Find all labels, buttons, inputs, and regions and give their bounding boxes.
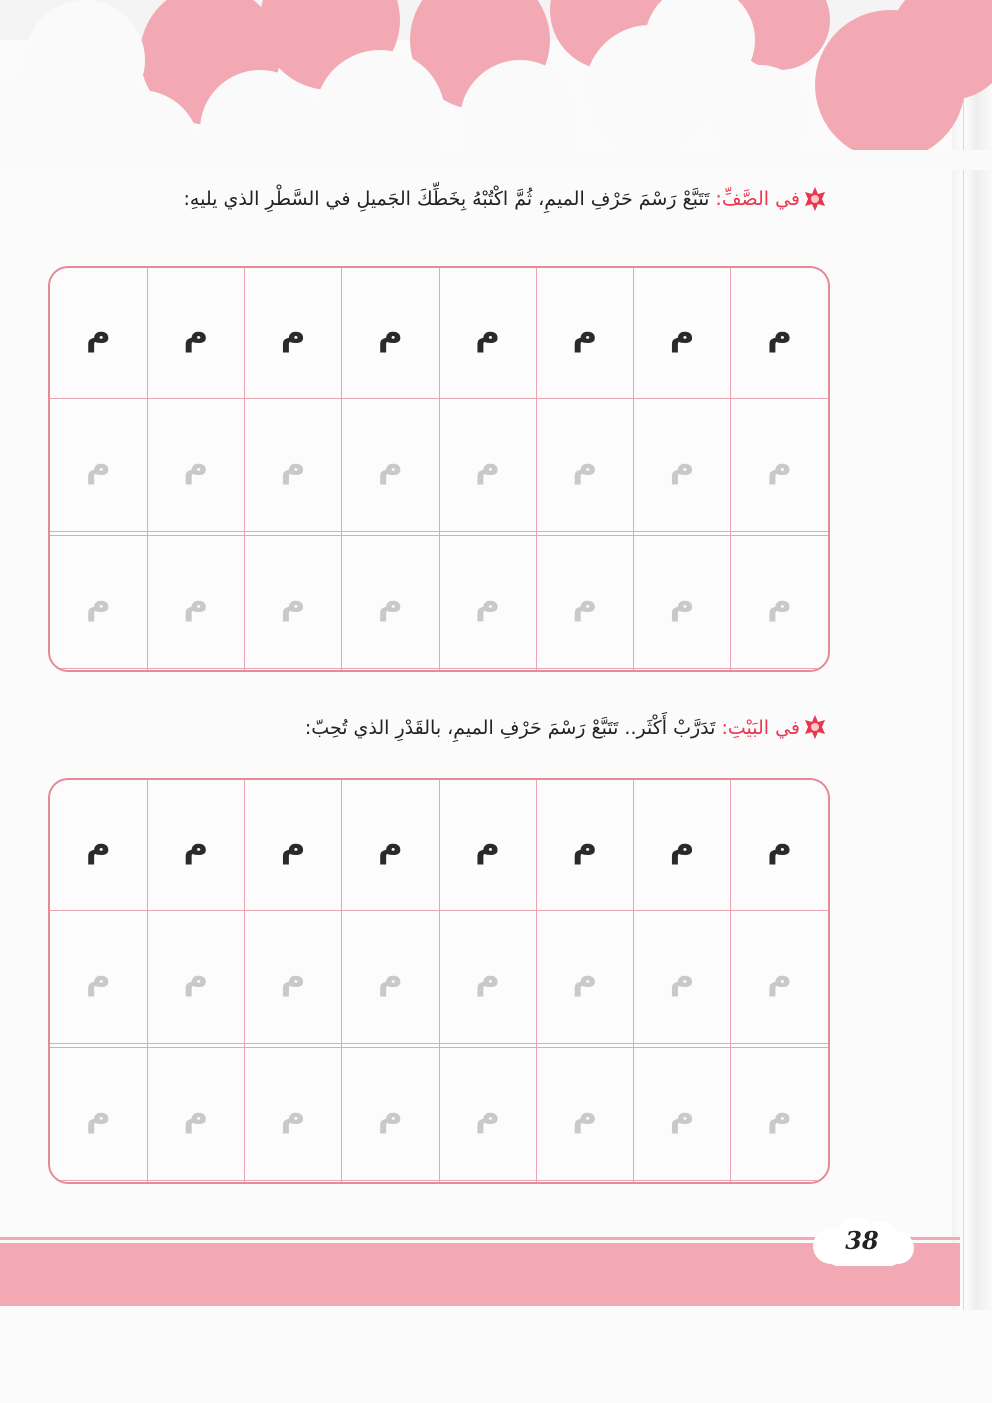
trace-letter: م (767, 1093, 793, 1134)
trace-letter: م (475, 581, 501, 622)
model-letter: م (377, 313, 403, 354)
model-row (50, 780, 828, 911)
writing-cell[interactable] (245, 668, 342, 670)
trace-row (50, 911, 828, 1044)
writing-cell[interactable] (147, 1180, 244, 1182)
trace-letter: م (572, 581, 598, 622)
model-letter: م (475, 313, 501, 354)
writing-row (50, 668, 828, 670)
trace-letter: م (183, 581, 209, 622)
trace-letter: م (85, 581, 111, 622)
model-letter: م (280, 313, 306, 354)
model-letter: م (572, 313, 598, 354)
writing-cell[interactable] (439, 1180, 536, 1182)
book-page-edge-line (963, 0, 964, 1310)
writing-row (50, 1180, 828, 1182)
trace-letter: م (669, 581, 695, 622)
section2-instruction (120, 717, 800, 739)
trace-letter: م (85, 957, 111, 998)
trace-letter: م (572, 957, 598, 998)
model-letter: م (767, 825, 793, 866)
cloud-header-decoration (0, 0, 992, 170)
trace-letter: م (183, 957, 209, 998)
writing-cell[interactable] (731, 668, 828, 670)
trace-letter: م (475, 957, 501, 998)
trace-letter: م (183, 445, 209, 486)
trace-letter: م (280, 957, 306, 998)
writing-cell[interactable] (50, 1180, 147, 1182)
writing-cell[interactable] (634, 1180, 731, 1182)
writing-cell[interactable] (536, 668, 633, 670)
model-row (50, 268, 828, 399)
trace-letter: م (767, 581, 793, 622)
model-letter: م (85, 825, 111, 866)
star-bullet-icon (802, 186, 828, 212)
trace-letter: م (475, 445, 501, 486)
star-bullet-icon (802, 714, 828, 740)
trace-letter: م (572, 445, 598, 486)
trace-letter: م (377, 445, 403, 486)
trace-letter: م (669, 445, 695, 486)
writing-cell[interactable] (634, 668, 731, 670)
writing-cell[interactable] (342, 1180, 439, 1182)
model-letter: م (572, 825, 598, 866)
section1-text: تَتَبَّعْ رَسْمَ حَرْفِ الميمِ، ثُمَّ اكْتُبْهُ بِخَطِّكَ الجَميلِ في السَّطْرِ الذي يليهِ: (183, 188, 716, 210)
model-letter: م (767, 313, 793, 354)
trace-letter: م (767, 445, 793, 486)
writing-cell[interactable] (439, 668, 536, 670)
trace-letter: م (377, 581, 403, 622)
trace-letter: م (475, 1093, 501, 1134)
trace-letter: م (377, 957, 403, 998)
model-letter: م (377, 825, 403, 866)
page-number: 38 (845, 1226, 879, 1255)
model-letter: م (669, 825, 695, 866)
writing-cell[interactable] (245, 1180, 342, 1182)
trace-letter: م (85, 445, 111, 486)
trace-letter: م (669, 957, 695, 998)
practice-grid-class (48, 266, 830, 672)
trace-row (50, 535, 828, 668)
writing-cell[interactable] (342, 668, 439, 670)
model-letter: م (280, 825, 306, 866)
trace-row (50, 1047, 828, 1180)
trace-letter: م (183, 1093, 209, 1134)
model-letter: م (669, 313, 695, 354)
trace-letter: م (377, 1093, 403, 1134)
section1-label: في الصَّفِّ: (715, 188, 800, 210)
section2-label: في البَيْتِ: (721, 717, 800, 739)
trace-letter: م (280, 1093, 306, 1134)
trace-letter: م (572, 1093, 598, 1134)
model-letter: م (475, 825, 501, 866)
trace-letter: م (85, 1093, 111, 1134)
trace-letter: م (669, 1093, 695, 1134)
writing-cell[interactable] (536, 1180, 633, 1182)
practice-grid-home (48, 778, 830, 1184)
trace-row (50, 399, 828, 532)
trace-letter: م (280, 445, 306, 486)
section1-instruction (120, 188, 800, 210)
writing-cell[interactable] (731, 1180, 828, 1182)
book-page-edge (952, 0, 992, 1310)
model-letter: م (183, 825, 209, 866)
model-letter: م (183, 313, 209, 354)
model-letter: م (85, 313, 111, 354)
writing-cell[interactable] (147, 668, 244, 670)
trace-letter: م (280, 581, 306, 622)
writing-cell[interactable] (50, 668, 147, 670)
section2-text: تَدَرَّبْ أَكْثَر.. تَتَبَّعْ رَسْمَ حَرْفِ الميمِ، بالقَدْرِ الذي تُحِبّ: (304, 717, 722, 739)
trace-letter: م (767, 957, 793, 998)
